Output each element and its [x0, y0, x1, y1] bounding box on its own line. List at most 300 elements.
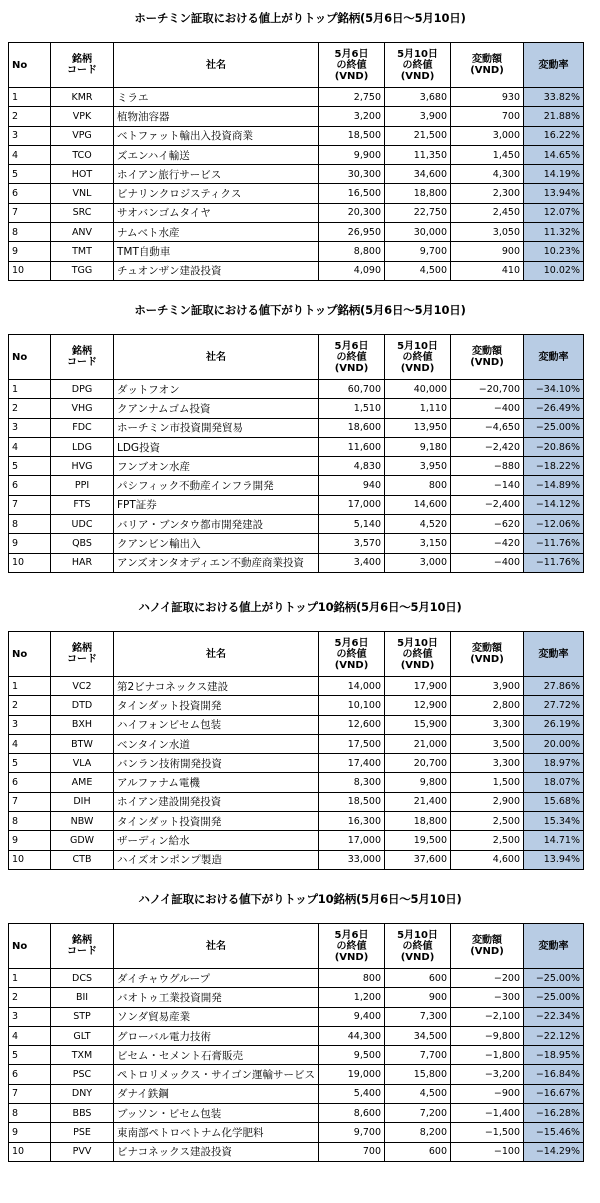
change-amount-cell: 1,450 — [451, 145, 524, 164]
change-rate-cell: 15.68% — [524, 792, 584, 811]
close-price-cell: 11,350 — [385, 145, 451, 164]
company-name-cell: ホイアン旅行サービス — [114, 165, 319, 184]
header-open-price — [319, 335, 385, 380]
table-row — [9, 1026, 584, 1045]
no-cell: 9 — [9, 534, 51, 553]
no-cell: 8 — [9, 1104, 51, 1123]
no-cell: 3 — [9, 715, 51, 734]
header-line: 5月10日 — [397, 637, 438, 649]
close-price-cell: 600 — [385, 969, 451, 988]
table-row — [9, 476, 584, 495]
change-amount-cell: 1,500 — [451, 773, 524, 792]
company-name-cell: ベトファット輸出入投資商業 — [114, 126, 319, 145]
table-row — [9, 812, 584, 831]
no-cell: 10 — [9, 261, 51, 280]
company-name-cell: クアンビン輸出入 — [114, 534, 319, 553]
header-line: 5月6日 — [334, 340, 369, 352]
no-cell: 1 — [9, 677, 51, 696]
close-price-cell: 7,700 — [385, 1046, 451, 1065]
close-price-cell: 9,800 — [385, 773, 451, 792]
header-line: 5月10日 — [397, 48, 438, 60]
company-name-cell: クアンナムゴム投資 — [114, 399, 319, 418]
close-price-cell: 12,900 — [385, 696, 451, 715]
open-price-cell: 3,570 — [319, 534, 385, 553]
change-rate-cell: −34.10% — [524, 380, 584, 399]
no-cell: 1 — [9, 969, 51, 988]
header-row — [9, 632, 584, 677]
change-amount-cell: 2,500 — [451, 831, 524, 850]
change-rate-cell: 13.94% — [524, 184, 584, 203]
header-close-price — [385, 924, 451, 969]
open-price-cell: 940 — [319, 476, 385, 495]
no-cell: 2 — [9, 107, 51, 126]
close-price-cell: 7,300 — [385, 1007, 451, 1026]
header-line: 変動額 — [472, 935, 502, 946]
change-rate-cell: 12.07% — [524, 203, 584, 222]
open-price-cell: 18,600 — [319, 418, 385, 437]
table-row — [9, 418, 584, 437]
open-price-cell: 33,000 — [319, 850, 385, 869]
company-name-cell: パシフィック不動産インフラ開発 — [114, 476, 319, 495]
change-amount-cell: −880 — [451, 457, 524, 476]
code-cell: PSE — [51, 1123, 114, 1142]
header-open-price — [319, 43, 385, 88]
company-name-cell: バリア・ブンタウ都市開発建設 — [114, 515, 319, 534]
code-cell: LDG — [51, 437, 114, 456]
header-line: 変動額 — [472, 54, 502, 65]
change-rate-cell: −25.00% — [524, 988, 584, 1007]
open-price-cell: 9,700 — [319, 1123, 385, 1142]
header-line: (VND) — [400, 362, 435, 374]
header-change-rate: 変動率 — [524, 335, 584, 380]
change-amount-cell: −4,650 — [451, 418, 524, 437]
header-change-amount — [451, 632, 524, 677]
company-name-cell: LDG投資 — [114, 437, 319, 456]
company-name-cell: ホーチミン市投資開発貿易 — [114, 418, 319, 437]
hnx-losers-table — [8, 923, 584, 1162]
no-cell: 8 — [9, 515, 51, 534]
code-cell: SRC — [51, 203, 114, 222]
change-amount-cell: 2,800 — [451, 696, 524, 715]
header-change-rate: 変動率 — [524, 43, 584, 88]
header-name: 社名 — [114, 335, 319, 380]
header-line: コード — [67, 65, 97, 76]
close-price-cell: 800 — [385, 476, 451, 495]
close-price-cell: 4,520 — [385, 515, 451, 534]
change-rate-cell: −14.29% — [524, 1142, 584, 1161]
change-amount-cell: −9,800 — [451, 1026, 524, 1045]
section-title: ハノイ証取における値下がりトップ10銘柄(5月6日～5月10日) — [138, 892, 462, 906]
code-cell: BTW — [51, 734, 114, 753]
header-close-price — [385, 632, 451, 677]
change-amount-cell: −3,200 — [451, 1065, 524, 1084]
open-price-cell: 1,510 — [319, 399, 385, 418]
header-line: (VND) — [470, 654, 504, 665]
company-name-cell: 植物油容器 — [114, 107, 319, 126]
hose-gainers-section — [0, 8, 600, 278]
change-rate-cell: 16.22% — [524, 126, 584, 145]
header-line: の終値 — [402, 59, 433, 71]
open-price-cell: 9,500 — [319, 1046, 385, 1065]
change-rate-cell: −26.49% — [524, 399, 584, 418]
code-cell: DPG — [51, 380, 114, 399]
table-row — [9, 223, 584, 242]
no-cell: 7 — [9, 203, 51, 222]
change-rate-cell: −12.06% — [524, 515, 584, 534]
change-amount-cell: 4,600 — [451, 850, 524, 869]
code-cell: ANV — [51, 223, 114, 242]
no-cell: 4 — [9, 437, 51, 456]
no-cell: 9 — [9, 831, 51, 850]
close-price-cell: 8,200 — [385, 1123, 451, 1142]
change-rate-cell: 18.07% — [524, 773, 584, 792]
open-price-cell: 14,000 — [319, 677, 385, 696]
table-row — [9, 261, 584, 280]
company-name-cell: バンラン技術開発投資 — [114, 754, 319, 773]
open-price-cell: 10,100 — [319, 696, 385, 715]
code-cell: DCS — [51, 969, 114, 988]
company-name-cell: ビナリンクロジスティクス — [114, 184, 319, 203]
open-price-cell: 2,750 — [319, 88, 385, 107]
code-cell: STP — [51, 1007, 114, 1026]
change-rate-cell: −11.76% — [524, 553, 584, 572]
no-cell: 6 — [9, 184, 51, 203]
change-rate-cell: −16.28% — [524, 1104, 584, 1123]
no-cell: 2 — [9, 696, 51, 715]
table-row — [9, 1142, 584, 1161]
change-rate-cell: −18.95% — [524, 1046, 584, 1065]
code-cell: VC2 — [51, 677, 114, 696]
open-price-cell: 16,300 — [319, 812, 385, 831]
table-row — [9, 553, 584, 572]
company-name-cell: ビセム・セメント石膏販売 — [114, 1046, 319, 1065]
change-amount-cell: −1,400 — [451, 1104, 524, 1123]
change-rate-cell: 20.00% — [524, 734, 584, 753]
table-row — [9, 515, 584, 534]
code-cell: PSC — [51, 1065, 114, 1084]
open-price-cell: 30,300 — [319, 165, 385, 184]
company-name-cell: ミラエ — [114, 88, 319, 107]
change-amount-cell: 410 — [451, 261, 524, 280]
close-price-cell: 37,600 — [385, 850, 451, 869]
header-open-price — [319, 632, 385, 677]
change-rate-cell: 27.86% — [524, 677, 584, 696]
header-line: (VND) — [334, 362, 369, 374]
table-row — [9, 165, 584, 184]
change-amount-cell: −140 — [451, 476, 524, 495]
no-cell: 3 — [9, 418, 51, 437]
change-amount-cell: 3,050 — [451, 223, 524, 242]
company-name-cell: ダイチャウグループ — [114, 969, 319, 988]
open-price-cell: 5,400 — [319, 1084, 385, 1103]
hose-losers-table — [8, 334, 584, 573]
no-cell: 9 — [9, 1123, 51, 1142]
header-code — [51, 335, 114, 380]
code-cell: KMR — [51, 88, 114, 107]
header-line: コード — [67, 946, 97, 957]
header-line: の終値 — [402, 940, 433, 952]
no-cell: 5 — [9, 165, 51, 184]
table-row — [9, 773, 584, 792]
header-close-price — [385, 335, 451, 380]
change-rate-cell: −14.12% — [524, 495, 584, 514]
no-cell: 8 — [9, 223, 51, 242]
code-cell: VHG — [51, 399, 114, 418]
change-amount-cell: 2,450 — [451, 203, 524, 222]
hose-losers-section — [0, 300, 600, 570]
table-row — [9, 1104, 584, 1123]
change-rate-cell: 33.82% — [524, 88, 584, 107]
header-no: No — [9, 632, 51, 677]
no-cell: 9 — [9, 242, 51, 261]
company-name-cell: アルファナム電機 — [114, 773, 319, 792]
change-amount-cell: 2,900 — [451, 792, 524, 811]
table-row — [9, 107, 584, 126]
change-amount-cell: 900 — [451, 242, 524, 261]
no-cell: 1 — [9, 88, 51, 107]
open-price-cell: 8,600 — [319, 1104, 385, 1123]
no-cell: 2 — [9, 399, 51, 418]
no-cell: 3 — [9, 1007, 51, 1026]
open-price-cell: 1,200 — [319, 988, 385, 1007]
close-price-cell: 14,600 — [385, 495, 451, 514]
code-cell: FDC — [51, 418, 114, 437]
no-cell: 4 — [9, 1026, 51, 1045]
change-amount-cell: −200 — [451, 969, 524, 988]
table-row — [9, 184, 584, 203]
header-line: 銘柄 — [72, 346, 92, 357]
change-rate-cell: −20.86% — [524, 437, 584, 456]
open-price-cell: 4,830 — [319, 457, 385, 476]
change-amount-cell: 3,500 — [451, 734, 524, 753]
table-row — [9, 1065, 584, 1084]
code-cell: GLT — [51, 1026, 114, 1045]
header-line: (VND) — [334, 70, 369, 82]
close-price-cell: 21,500 — [385, 126, 451, 145]
header-line: 5月6日 — [334, 48, 369, 60]
open-price-cell: 18,500 — [319, 126, 385, 145]
hnx-gainers-table — [8, 631, 584, 870]
no-cell: 2 — [9, 988, 51, 1007]
change-rate-cell: −22.12% — [524, 1026, 584, 1045]
header-line: (VND) — [400, 70, 435, 82]
hnx-losers-section — [0, 889, 600, 1159]
table-row — [9, 126, 584, 145]
close-price-cell: 3,950 — [385, 457, 451, 476]
company-name-cell: ダナイ鉄鋼 — [114, 1084, 319, 1103]
change-amount-cell: −1,500 — [451, 1123, 524, 1142]
header-line: 5月6日 — [334, 637, 369, 649]
change-rate-cell: 15.34% — [524, 812, 584, 831]
header-no: No — [9, 43, 51, 88]
change-rate-cell: −15.46% — [524, 1123, 584, 1142]
table-row — [9, 457, 584, 476]
no-cell: 3 — [9, 126, 51, 145]
close-price-cell: 34,600 — [385, 165, 451, 184]
hnx-gainers-section — [0, 597, 600, 867]
header-line: 5月10日 — [397, 929, 438, 941]
code-cell: DNY — [51, 1084, 114, 1103]
change-amount-cell: 2,300 — [451, 184, 524, 203]
header-line: (VND) — [400, 659, 435, 671]
code-cell: TGG — [51, 261, 114, 280]
change-rate-cell: −22.34% — [524, 1007, 584, 1026]
code-cell: HVG — [51, 457, 114, 476]
open-price-cell: 19,000 — [319, 1065, 385, 1084]
table-row — [9, 242, 584, 261]
change-rate-cell: −25.00% — [524, 969, 584, 988]
header-code — [51, 632, 114, 677]
code-cell: VLA — [51, 754, 114, 773]
no-cell: 4 — [9, 734, 51, 753]
change-amount-cell: −400 — [451, 553, 524, 572]
header-line: 銘柄 — [72, 643, 92, 654]
header-line: の終値 — [402, 351, 433, 363]
no-cell: 7 — [9, 495, 51, 514]
header-name: 社名 — [114, 43, 319, 88]
open-price-cell: 800 — [319, 969, 385, 988]
header-line: の終値 — [336, 648, 367, 660]
close-price-cell: 19,500 — [385, 831, 451, 850]
change-rate-cell: 13.94% — [524, 850, 584, 869]
company-name-cell: ハイフォンビセム包装 — [114, 715, 319, 734]
company-name-cell: ベンタイン水道 — [114, 734, 319, 753]
header-line: 銘柄 — [72, 935, 92, 946]
no-cell: 10 — [9, 850, 51, 869]
change-amount-cell: 930 — [451, 88, 524, 107]
change-rate-cell: 27.72% — [524, 696, 584, 715]
close-price-cell: 4,500 — [385, 261, 451, 280]
header-line: (VND) — [400, 951, 435, 963]
header-line: の終値 — [336, 59, 367, 71]
open-price-cell: 5,140 — [319, 515, 385, 534]
table-row — [9, 1084, 584, 1103]
code-cell: HOT — [51, 165, 114, 184]
header-line: コード — [67, 357, 97, 368]
company-name-cell: ソンダ貿易産業 — [114, 1007, 319, 1026]
close-price-cell: 600 — [385, 1142, 451, 1161]
no-cell: 5 — [9, 1046, 51, 1065]
header-change-rate: 変動率 — [524, 924, 584, 969]
table-row — [9, 831, 584, 850]
no-cell: 7 — [9, 792, 51, 811]
change-amount-cell: 3,300 — [451, 715, 524, 734]
open-price-cell: 4,090 — [319, 261, 385, 280]
no-cell: 10 — [9, 1142, 51, 1161]
header-line: 変動額 — [472, 643, 502, 654]
change-amount-cell: −900 — [451, 1084, 524, 1103]
company-name-cell: サオバンゴムタイヤ — [114, 203, 319, 222]
no-cell: 6 — [9, 1065, 51, 1084]
open-price-cell: 12,600 — [319, 715, 385, 734]
table-row — [9, 1007, 584, 1026]
header-name: 社名 — [114, 632, 319, 677]
header-line: 5月6日 — [334, 929, 369, 941]
company-name-cell: 第2ビナコネックス建設 — [114, 677, 319, 696]
code-cell: CTB — [51, 850, 114, 869]
change-amount-cell: −1,800 — [451, 1046, 524, 1065]
change-amount-cell: −400 — [451, 399, 524, 418]
header-line: (VND) — [470, 357, 504, 368]
change-amount-cell: −2,400 — [451, 495, 524, 514]
close-price-cell: 3,150 — [385, 534, 451, 553]
open-price-cell: 11,600 — [319, 437, 385, 456]
section-title: ホーチミン証取における値下がりトップ銘柄(5月6日～5月10日) — [134, 303, 466, 317]
close-price-cell: 30,000 — [385, 223, 451, 242]
close-price-cell: 15,900 — [385, 715, 451, 734]
no-cell: 4 — [9, 145, 51, 164]
header-line: の終値 — [336, 351, 367, 363]
code-cell: QBS — [51, 534, 114, 553]
code-cell: DTD — [51, 696, 114, 715]
open-price-cell: 8,800 — [319, 242, 385, 261]
table-row — [9, 715, 584, 734]
company-name-cell: バオトゥ工業投資開発 — [114, 988, 319, 1007]
table-row — [9, 754, 584, 773]
close-price-cell: 18,800 — [385, 812, 451, 831]
table-row — [9, 850, 584, 869]
company-name-cell: アンズオンタオディエン不動産商業投資 — [114, 553, 319, 572]
header-row — [9, 335, 584, 380]
change-amount-cell: −2,420 — [451, 437, 524, 456]
table-row — [9, 696, 584, 715]
header-no: No — [9, 924, 51, 969]
code-cell: PPI — [51, 476, 114, 495]
header-name: 社名 — [114, 924, 319, 969]
code-cell: VPK — [51, 107, 114, 126]
company-name-cell: ナムベト水産 — [114, 223, 319, 242]
header-line: (VND) — [334, 951, 369, 963]
change-amount-cell: 4,300 — [451, 165, 524, 184]
no-cell: 6 — [9, 773, 51, 792]
company-name-cell: ビナコネックス建設投資 — [114, 1142, 319, 1161]
code-cell: HAR — [51, 553, 114, 572]
change-rate-cell: −14.89% — [524, 476, 584, 495]
table-row — [9, 969, 584, 988]
code-cell: BII — [51, 988, 114, 1007]
close-price-cell: 21,400 — [385, 792, 451, 811]
header-open-price — [319, 924, 385, 969]
close-price-cell: 7,200 — [385, 1104, 451, 1123]
header-line: (VND) — [334, 659, 369, 671]
change-amount-cell: −420 — [451, 534, 524, 553]
code-cell: TMT — [51, 242, 114, 261]
change-amount-cell: 3,000 — [451, 126, 524, 145]
table-row — [9, 792, 584, 811]
open-price-cell: 9,400 — [319, 1007, 385, 1026]
close-price-cell: 17,900 — [385, 677, 451, 696]
change-rate-cell: 10.02% — [524, 261, 584, 280]
change-amount-cell: 700 — [451, 107, 524, 126]
change-rate-cell: 11.32% — [524, 223, 584, 242]
open-price-cell: 44,300 — [319, 1026, 385, 1045]
open-price-cell: 3,200 — [319, 107, 385, 126]
code-cell: TXM — [51, 1046, 114, 1065]
change-amount-cell: −20,700 — [451, 380, 524, 399]
close-price-cell: 4,500 — [385, 1084, 451, 1103]
close-price-cell: 22,750 — [385, 203, 451, 222]
no-cell: 8 — [9, 812, 51, 831]
code-cell: VNL — [51, 184, 114, 203]
no-cell: 6 — [9, 476, 51, 495]
close-price-cell: 18,800 — [385, 184, 451, 203]
company-name-cell: ズエンハイ輸送 — [114, 145, 319, 164]
company-name-cell: タインダット投資開発 — [114, 812, 319, 831]
change-amount-cell: 3,300 — [451, 754, 524, 773]
company-name-cell: ハイズオンポンプ製造 — [114, 850, 319, 869]
close-price-cell: 34,500 — [385, 1026, 451, 1045]
section-title: ハノイ証取における値上がりトップ10銘柄(5月6日～5月10日) — [138, 600, 462, 614]
